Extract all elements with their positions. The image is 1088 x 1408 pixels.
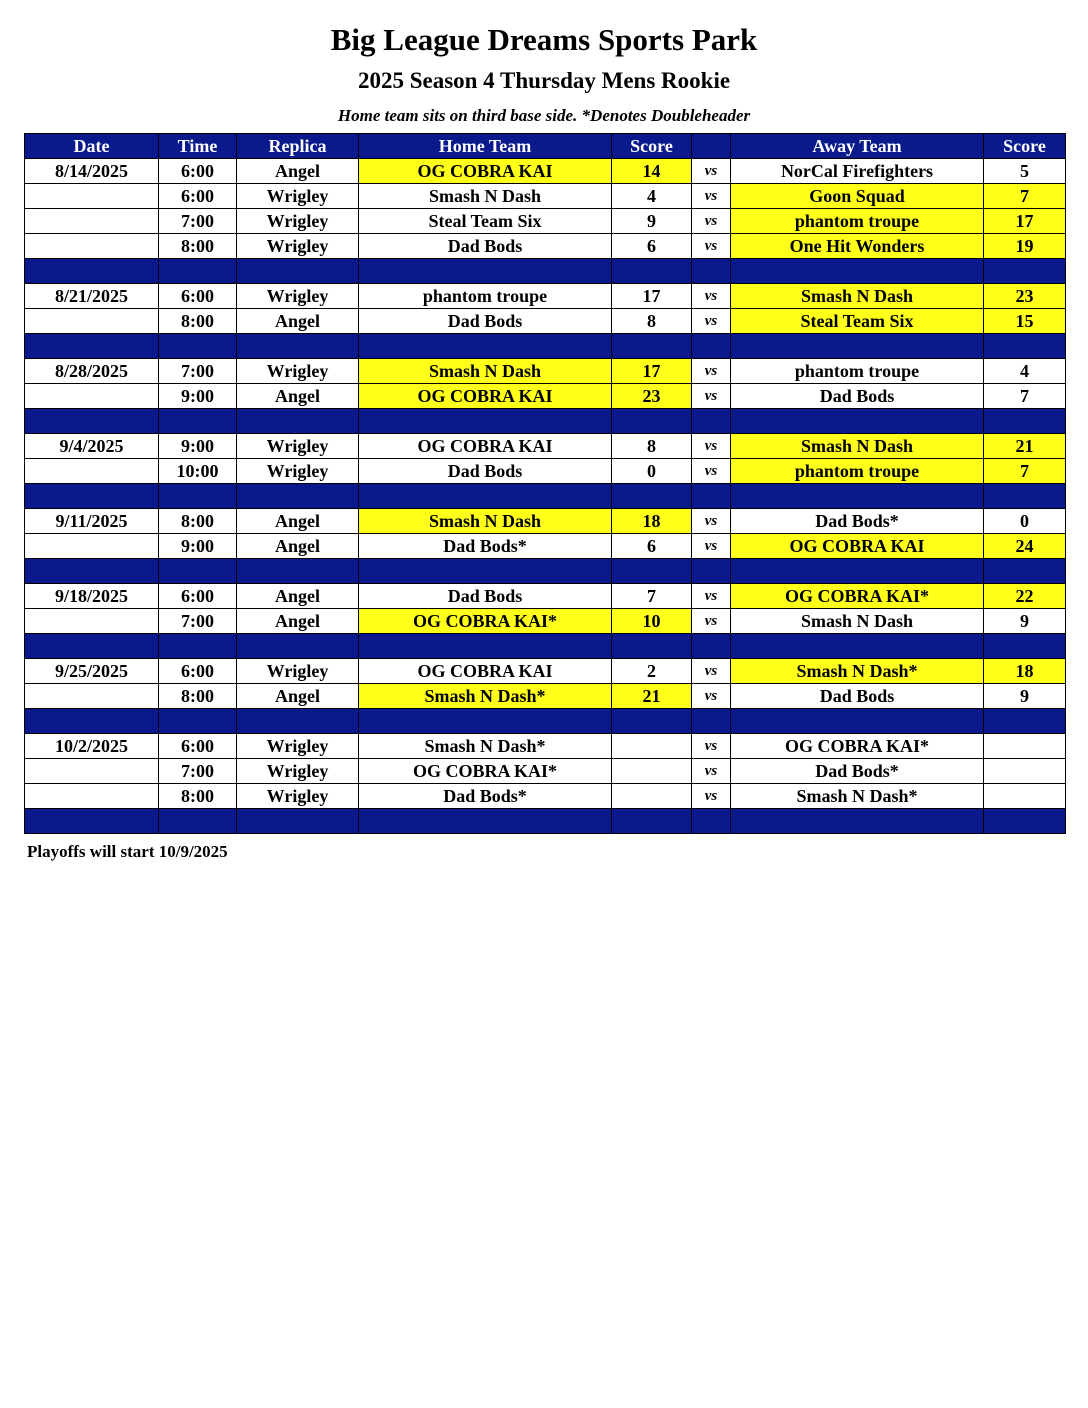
time-cell: 8:00 (159, 234, 237, 259)
time-cell: 7:00 (159, 609, 237, 634)
time-cell: 8:00 (159, 784, 237, 809)
separator-row (25, 559, 1066, 584)
separator-cell (692, 559, 731, 584)
home-score-cell: 21 (612, 684, 692, 709)
home-score-cell: 23 (612, 384, 692, 409)
date-cell (25, 384, 159, 409)
time-cell: 6:00 (159, 184, 237, 209)
table-row (25, 659, 1066, 684)
date-cell (25, 534, 159, 559)
time-cell: 9:00 (159, 534, 237, 559)
away-score-cell: 7 (984, 384, 1066, 409)
separator-cell (159, 809, 237, 834)
replica-cell: Wrigley (237, 209, 359, 234)
home-score-cell: 17 (612, 284, 692, 309)
replica-cell: Angel (237, 509, 359, 534)
replica-cell: Wrigley (237, 359, 359, 384)
home-score-cell (612, 784, 692, 809)
away-team-cell: phantom troupe (731, 359, 984, 384)
home-team-cell: OG COBRA KAI (359, 659, 612, 684)
away-score-cell (984, 759, 1066, 784)
date-cell (25, 459, 159, 484)
away-score-cell: 22 (984, 584, 1066, 609)
date-cell (25, 759, 159, 784)
separator-cell (731, 259, 984, 284)
date-cell: 9/18/2025 (25, 584, 159, 609)
separator-cell (731, 409, 984, 434)
separator-cell (25, 334, 159, 359)
page-title: Big League Dreams Sports Park (330, 22, 758, 57)
separator-cell (359, 809, 612, 834)
replica-cell: Wrigley (237, 234, 359, 259)
replica-cell: Angel (237, 309, 359, 334)
table-row (25, 684, 1066, 709)
separator-cell (692, 484, 731, 509)
time-cell: 7:00 (159, 759, 237, 784)
date-cell: 9/25/2025 (25, 659, 159, 684)
away-team-cell: Steal Team Six (731, 309, 984, 334)
separator-cell (692, 259, 731, 284)
home-team-cell: Smash N Dash (359, 359, 612, 384)
vs-cell: vs (692, 384, 731, 409)
away-team-cell: One Hit Wonders (731, 234, 984, 259)
vs-cell: vs (692, 759, 731, 784)
schedule-note: Home team sits on third base side. *Denotes Doubleheader (337, 106, 751, 125)
replica-cell: Angel (237, 384, 359, 409)
date-cell (25, 309, 159, 334)
table-row (25, 459, 1066, 484)
replica-cell: Wrigley (237, 659, 359, 684)
time-cell: 6:00 (159, 734, 237, 759)
date-cell: 8/28/2025 (25, 359, 159, 384)
away-score-cell: 19 (984, 234, 1066, 259)
home-team-cell: Dad Bods* (359, 534, 612, 559)
separator-cell (237, 484, 359, 509)
separator-cell (612, 484, 692, 509)
home-team-cell: Dad Bods (359, 309, 612, 334)
table-row (25, 784, 1066, 809)
replica-cell: Angel (237, 159, 359, 184)
table-row (25, 234, 1066, 259)
time-cell: 8:00 (159, 509, 237, 534)
separator-cell (612, 409, 692, 434)
replica-cell: Wrigley (237, 184, 359, 209)
separator-cell (237, 259, 359, 284)
vs-cell: vs (692, 434, 731, 459)
separator-row (25, 334, 1066, 359)
away-score-cell: 18 (984, 659, 1066, 684)
separator-cell (159, 709, 237, 734)
separator-cell (237, 809, 359, 834)
schedule-table (24, 133, 1066, 834)
column-header-away-team: Away Team (731, 134, 984, 159)
separator-cell (359, 259, 612, 284)
home-team-cell: Smash N Dash (359, 509, 612, 534)
separator-cell (25, 634, 159, 659)
away-team-cell: phantom troupe (731, 459, 984, 484)
vs-cell: vs (692, 184, 731, 209)
home-team-cell: Smash N Dash* (359, 684, 612, 709)
separator-cell (159, 409, 237, 434)
time-cell: 9:00 (159, 384, 237, 409)
column-header-date: Date (25, 134, 159, 159)
time-cell: 7:00 (159, 359, 237, 384)
separator-cell (237, 409, 359, 434)
separator-cell (237, 559, 359, 584)
table-row (25, 609, 1066, 634)
separator-cell (359, 334, 612, 359)
home-score-cell: 14 (612, 159, 692, 184)
home-team-cell: Steal Team Six (359, 209, 612, 234)
home-score-cell: 4 (612, 184, 692, 209)
vs-cell: vs (692, 509, 731, 534)
home-score-cell: 9 (612, 209, 692, 234)
date-cell (25, 209, 159, 234)
time-cell: 10:00 (159, 459, 237, 484)
away-team-cell: Dad Bods* (731, 759, 984, 784)
separator-cell (984, 634, 1066, 659)
separator-cell (359, 709, 612, 734)
vs-cell: vs (692, 209, 731, 234)
vs-cell: vs (692, 359, 731, 384)
replica-cell: Wrigley (237, 284, 359, 309)
separator-cell (237, 709, 359, 734)
schedule-body (25, 159, 1066, 834)
replica-cell: Angel (237, 584, 359, 609)
separator-row (25, 259, 1066, 284)
column-header-home-team: Home Team (359, 134, 612, 159)
home-team-cell: Dad Bods (359, 234, 612, 259)
home-score-cell: 6 (612, 234, 692, 259)
date-cell (25, 184, 159, 209)
home-team-cell: Smash N Dash (359, 184, 612, 209)
away-score-cell (984, 784, 1066, 809)
table-row (25, 284, 1066, 309)
separator-row (25, 709, 1066, 734)
vs-cell: vs (692, 734, 731, 759)
separator-cell (731, 809, 984, 834)
home-team-cell: Dad Bods* (359, 784, 612, 809)
home-team-cell: OG COBRA KAI (359, 434, 612, 459)
time-cell: 8:00 (159, 309, 237, 334)
table-row (25, 359, 1066, 384)
time-cell: 7:00 (159, 209, 237, 234)
date-cell: 9/11/2025 (25, 509, 159, 534)
table-row (25, 209, 1066, 234)
home-score-cell: 7 (612, 584, 692, 609)
table-row (25, 184, 1066, 209)
separator-cell (359, 409, 612, 434)
vs-cell: vs (692, 784, 731, 809)
table-row (25, 734, 1066, 759)
column-header-home-score: Score (612, 134, 692, 159)
date-cell: 9/4/2025 (25, 434, 159, 459)
home-team-cell: Dad Bods (359, 584, 612, 609)
vs-cell: vs (692, 309, 731, 334)
page-subtitle: 2025 Season 4 Thursday Mens Rookie (357, 68, 731, 93)
away-score-cell: 7 (984, 459, 1066, 484)
date-cell (25, 609, 159, 634)
away-score-cell: 9 (984, 609, 1066, 634)
vs-cell: vs (692, 584, 731, 609)
separator-cell (25, 259, 159, 284)
away-team-cell: Smash N Dash (731, 284, 984, 309)
away-team-cell: Smash N Dash (731, 609, 984, 634)
home-score-cell: 0 (612, 459, 692, 484)
separator-cell (692, 409, 731, 434)
home-team-cell: phantom troupe (359, 284, 612, 309)
date-cell: 8/21/2025 (25, 284, 159, 309)
home-score-cell (612, 759, 692, 784)
replica-cell: Wrigley (237, 784, 359, 809)
time-cell: 9:00 (159, 434, 237, 459)
home-team-cell: Dad Bods (359, 459, 612, 484)
vs-cell: vs (692, 659, 731, 684)
table-row (25, 434, 1066, 459)
separator-cell (692, 334, 731, 359)
replica-cell: Wrigley (237, 759, 359, 784)
date-cell (25, 784, 159, 809)
away-score-cell: 15 (984, 309, 1066, 334)
vs-cell: vs (692, 459, 731, 484)
away-team-cell: Dad Bods (731, 684, 984, 709)
separator-cell (612, 559, 692, 584)
away-team-cell: Dad Bods* (731, 509, 984, 534)
separator-cell (692, 709, 731, 734)
away-score-cell: 0 (984, 509, 1066, 534)
separator-cell (984, 259, 1066, 284)
away-team-cell: OG COBRA KAI* (731, 584, 984, 609)
table-row (25, 534, 1066, 559)
table-row (25, 309, 1066, 334)
home-score-cell: 17 (612, 359, 692, 384)
separator-cell (25, 559, 159, 584)
separator-cell (984, 709, 1066, 734)
separator-row (25, 809, 1066, 834)
column-header-away-score: Score (984, 134, 1066, 159)
away-score-cell: 9 (984, 684, 1066, 709)
home-score-cell: 18 (612, 509, 692, 534)
separator-cell (159, 559, 237, 584)
away-score-cell: 23 (984, 284, 1066, 309)
separator-row (25, 409, 1066, 434)
table-row (25, 759, 1066, 784)
date-cell: 8/14/2025 (25, 159, 159, 184)
away-score-cell (984, 734, 1066, 759)
replica-cell: Angel (237, 609, 359, 634)
time-cell: 6:00 (159, 284, 237, 309)
vs-cell: vs (692, 159, 731, 184)
away-score-cell: 5 (984, 159, 1066, 184)
separator-cell (692, 634, 731, 659)
separator-cell (731, 559, 984, 584)
playoffs-note: Playoffs will start 10/9/2025 (27, 842, 228, 861)
table-header-row (25, 134, 1066, 159)
replica-cell: Angel (237, 534, 359, 559)
date-cell: 10/2/2025 (25, 734, 159, 759)
home-score-cell: 2 (612, 659, 692, 684)
home-team-cell: OG COBRA KAI* (359, 759, 612, 784)
separator-cell (25, 809, 159, 834)
home-team-cell: OG COBRA KAI* (359, 609, 612, 634)
separator-cell (984, 559, 1066, 584)
away-team-cell: OG COBRA KAI* (731, 734, 984, 759)
separator-cell (237, 334, 359, 359)
home-team-cell: OG COBRA KAI (359, 384, 612, 409)
away-score-cell: 24 (984, 534, 1066, 559)
time-cell: 6:00 (159, 584, 237, 609)
column-header-time: Time (159, 134, 237, 159)
replica-cell: Wrigley (237, 459, 359, 484)
separator-cell (612, 634, 692, 659)
replica-cell: Wrigley (237, 734, 359, 759)
home-team-cell: Smash N Dash* (359, 734, 612, 759)
away-team-cell: Goon Squad (731, 184, 984, 209)
separator-cell (731, 484, 984, 509)
separator-cell (984, 484, 1066, 509)
separator-cell (237, 634, 359, 659)
separator-cell (159, 259, 237, 284)
time-cell: 8:00 (159, 684, 237, 709)
vs-cell: vs (692, 684, 731, 709)
column-header-replica: Replica (237, 134, 359, 159)
away-team-cell: Smash N Dash* (731, 659, 984, 684)
home-score-cell: 6 (612, 534, 692, 559)
home-team-cell: OG COBRA KAI (359, 159, 612, 184)
away-team-cell: Dad Bods (731, 384, 984, 409)
separator-cell (25, 709, 159, 734)
away-team-cell: NorCal Firefighters (731, 159, 984, 184)
table-row (25, 509, 1066, 534)
replica-cell: Angel (237, 684, 359, 709)
home-score-cell: 8 (612, 434, 692, 459)
home-score-cell: 10 (612, 609, 692, 634)
table-row (25, 159, 1066, 184)
separator-cell (731, 709, 984, 734)
table-row (25, 584, 1066, 609)
separator-row (25, 634, 1066, 659)
separator-cell (612, 709, 692, 734)
home-score-cell (612, 734, 692, 759)
replica-cell: Wrigley (237, 434, 359, 459)
table-row (25, 384, 1066, 409)
separator-cell (159, 334, 237, 359)
away-team-cell: phantom troupe (731, 209, 984, 234)
separator-cell (159, 484, 237, 509)
separator-row (25, 484, 1066, 509)
vs-cell: vs (692, 609, 731, 634)
separator-cell (984, 409, 1066, 434)
vs-cell: vs (692, 534, 731, 559)
separator-cell (692, 809, 731, 834)
separator-cell (731, 334, 984, 359)
separator-cell (612, 259, 692, 284)
away-score-cell: 4 (984, 359, 1066, 384)
separator-cell (984, 809, 1066, 834)
vs-cell: vs (692, 234, 731, 259)
away-team-cell: Smash N Dash (731, 434, 984, 459)
separator-cell (984, 334, 1066, 359)
separator-cell (612, 809, 692, 834)
time-cell: 6:00 (159, 659, 237, 684)
separator-cell (612, 334, 692, 359)
away-team-cell: Smash N Dash* (731, 784, 984, 809)
away-score-cell: 7 (984, 184, 1066, 209)
separator-cell (25, 484, 159, 509)
home-score-cell: 8 (612, 309, 692, 334)
time-cell: 6:00 (159, 159, 237, 184)
column-header-vs (692, 134, 731, 159)
away-score-cell: 17 (984, 209, 1066, 234)
vs-cell: vs (692, 284, 731, 309)
separator-cell (25, 409, 159, 434)
separator-cell (159, 634, 237, 659)
away-team-cell: OG COBRA KAI (731, 534, 984, 559)
separator-cell (359, 559, 612, 584)
separator-cell (359, 484, 612, 509)
away-score-cell: 21 (984, 434, 1066, 459)
date-cell (25, 684, 159, 709)
separator-cell (359, 634, 612, 659)
date-cell (25, 234, 159, 259)
separator-cell (731, 634, 984, 659)
